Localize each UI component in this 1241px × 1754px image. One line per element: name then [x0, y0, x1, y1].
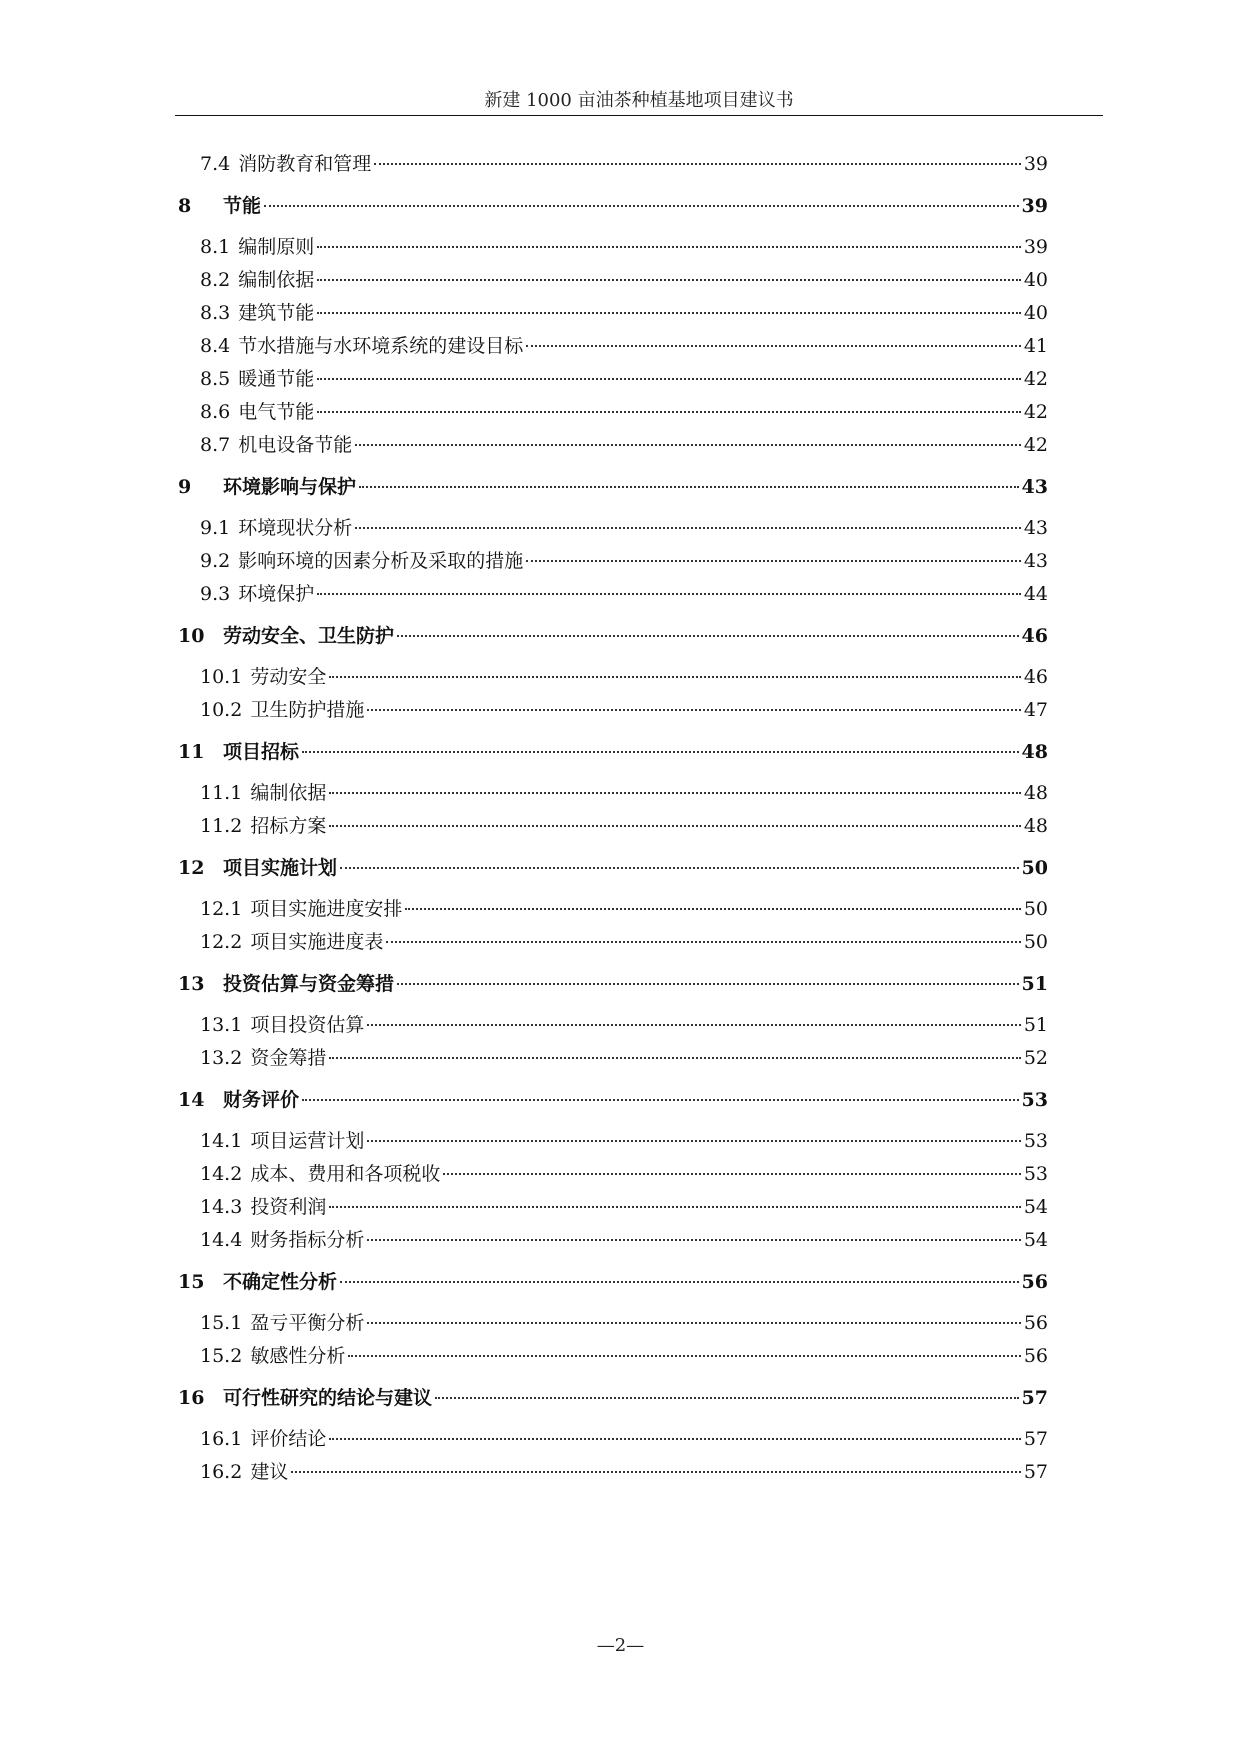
- toc-section-entry[interactable]: [178, 1340, 1048, 1373]
- toc-entry-page: 51: [1023, 1014, 1048, 1036]
- toc-section-entry[interactable]: [178, 297, 1048, 330]
- toc-dot-leader: [317, 246, 1021, 248]
- toc-section-entry[interactable]: [178, 545, 1048, 578]
- toc-entry-number: 14.2: [200, 1163, 243, 1185]
- toc-entry-title: 环境保护: [238, 583, 315, 605]
- toc-dot-leader: [367, 1239, 1020, 1241]
- toc-dot-leader: [302, 1099, 1019, 1101]
- toc-entry-title: 成本、费用和各项税收: [250, 1163, 441, 1185]
- toc-section-entry[interactable]: [178, 1009, 1048, 1042]
- toc-dot-leader: [329, 1438, 1020, 1440]
- toc-entry-title: 敏感性分析: [250, 1345, 346, 1367]
- toc-entry-title: 劳动安全、卫生防护: [223, 625, 395, 647]
- toc-entry-page: 46: [1023, 666, 1048, 688]
- toc-entry-title: 影响环境的因素分析及采取的措施: [238, 550, 524, 572]
- toc-entry-page: 43: [1023, 517, 1048, 539]
- toc-entry-number: 8.2: [200, 269, 231, 291]
- toc-dot-leader: [435, 1397, 1019, 1399]
- toc-dot-leader: [317, 378, 1021, 380]
- toc-dot-leader: [367, 1024, 1020, 1026]
- toc-entry-title: 招标方案: [250, 815, 327, 837]
- toc-chapter-entry[interactable]: [178, 465, 1048, 509]
- toc-entry-page: 56: [1021, 1271, 1048, 1293]
- toc-entry-page: 50: [1023, 898, 1048, 920]
- toc-entry-number: 12.1: [200, 898, 243, 920]
- toc-entry-page: 42: [1023, 434, 1048, 456]
- toc-entry-title: 不确定性分析: [223, 1271, 338, 1293]
- toc-entry-title: 项目招标: [223, 741, 300, 763]
- toc-section-entry[interactable]: [178, 512, 1048, 545]
- toc-entry-page: 43: [1021, 476, 1048, 498]
- toc-entry-page: 40: [1023, 302, 1048, 324]
- toc-entry-page: 42: [1023, 401, 1048, 423]
- toc-entry-title: 投资利润: [250, 1196, 327, 1218]
- toc-entry-title: 财务评价: [223, 1089, 300, 1111]
- toc-entry-number: 14: [178, 1089, 205, 1111]
- toc-section-entry[interactable]: [178, 661, 1048, 694]
- toc-entry-title: 项目运营计划: [250, 1130, 365, 1152]
- toc-dot-leader: [329, 676, 1020, 678]
- toc-section-entry[interactable]: [178, 810, 1048, 843]
- toc-dot-leader: [317, 593, 1021, 595]
- toc-section-entry[interactable]: [178, 1158, 1048, 1191]
- toc-entry-number: 9.1: [200, 517, 231, 539]
- toc-entry-number: 7.4: [200, 153, 231, 175]
- toc-dot-leader: [340, 1281, 1019, 1283]
- toc-entry-title: 项目实施计划: [223, 857, 338, 879]
- toc-chapter-entry[interactable]: [178, 1260, 1048, 1304]
- toc-dot-leader: [348, 1355, 1020, 1357]
- toc-dot-leader: [367, 1322, 1020, 1324]
- toc-entry-title: 卫生防护措施: [250, 699, 365, 721]
- table-of-contents: [178, 148, 1048, 1489]
- toc-dot-leader: [317, 411, 1021, 413]
- toc-entry-number: 15: [178, 1271, 205, 1293]
- toc-chapter-entry[interactable]: [178, 846, 1048, 890]
- toc-entry-number: 8.4: [200, 335, 231, 357]
- toc-dot-leader: [367, 709, 1020, 711]
- toc-entry-page: 48: [1023, 782, 1048, 804]
- toc-dot-leader: [329, 825, 1020, 827]
- toc-entry-title: 编制依据: [250, 782, 327, 804]
- toc-dot-leader: [329, 792, 1020, 794]
- header-rule: [175, 115, 1103, 116]
- toc-entry-page: 39: [1023, 153, 1048, 175]
- page-number: —2—: [596, 1635, 645, 1656]
- toc-entry-number: 12: [178, 857, 205, 879]
- toc-entry-page: 42: [1023, 368, 1048, 390]
- toc-section-entry[interactable]: [178, 1456, 1048, 1489]
- toc-entry-number: 8.1: [200, 236, 231, 258]
- toc-entry-page: 50: [1021, 857, 1048, 879]
- toc-chapter-entry[interactable]: [178, 1078, 1048, 1122]
- toc-dot-leader: [264, 205, 1019, 207]
- toc-entry-number: 8.5: [200, 368, 231, 390]
- toc-entry-page: 53: [1021, 1089, 1048, 1111]
- toc-dot-leader: [405, 908, 1020, 910]
- toc-section-entry[interactable]: [178, 1423, 1048, 1456]
- toc-entry-title: 资金筹措: [250, 1047, 327, 1069]
- toc-entry-page: 50: [1023, 931, 1048, 953]
- toc-entry-title: 建议: [250, 1461, 289, 1483]
- toc-dot-leader: [329, 1057, 1020, 1059]
- toc-section-entry[interactable]: [178, 694, 1048, 727]
- toc-entry-page: 48: [1023, 815, 1048, 837]
- toc-dot-leader: [355, 527, 1021, 529]
- toc-dot-leader: [359, 486, 1019, 488]
- toc-section-entry[interactable]: [178, 363, 1048, 396]
- toc-entry-number: 15.2: [200, 1345, 243, 1367]
- toc-entry-number: 11.1: [200, 782, 243, 804]
- toc-section-entry[interactable]: [178, 893, 1048, 926]
- toc-entry-page: 54: [1023, 1229, 1048, 1251]
- toc-section-entry[interactable]: [178, 1042, 1048, 1075]
- toc-section-entry[interactable]: [178, 148, 1048, 181]
- toc-dot-leader: [340, 867, 1019, 869]
- toc-entry-number: 16.2: [200, 1461, 243, 1483]
- toc-entry-number: 13: [178, 973, 205, 995]
- toc-entry-page: 47: [1023, 699, 1048, 721]
- toc-entry-page: 51: [1021, 973, 1048, 995]
- toc-dot-leader: [355, 444, 1021, 446]
- toc-entry-number: 13.2: [200, 1047, 243, 1069]
- toc-entry-page: 56: [1023, 1312, 1048, 1334]
- toc-entry-number: 10: [178, 625, 205, 647]
- toc-dot-leader: [397, 983, 1019, 985]
- toc-entry-page: 54: [1023, 1196, 1048, 1218]
- toc-entry-page: 57: [1021, 1387, 1048, 1409]
- toc-entry-title: 消防教育和管理: [238, 153, 372, 175]
- toc-dot-leader: [526, 560, 1021, 562]
- toc-entry-page: 57: [1023, 1461, 1048, 1483]
- toc-entry-number: 11: [178, 741, 205, 763]
- toc-entry-page: 53: [1023, 1130, 1048, 1152]
- toc-section-entry[interactable]: [178, 231, 1048, 264]
- toc-entry-number: 11.2: [200, 815, 243, 837]
- toc-chapter-entry[interactable]: [178, 184, 1048, 228]
- toc-entry-title: 编制依据: [238, 269, 315, 291]
- toc-section-entry[interactable]: [178, 1307, 1048, 1340]
- toc-entry-title: 财务指标分析: [250, 1229, 365, 1251]
- toc-dot-leader: [302, 751, 1019, 753]
- toc-entry-number: 9: [178, 476, 192, 498]
- toc-entry-title: 项目实施进度安排: [250, 898, 403, 920]
- toc-entry-number: 14.3: [200, 1196, 243, 1218]
- toc-section-entry[interactable]: [178, 926, 1048, 959]
- toc-entry-title: 暖通节能: [238, 368, 315, 390]
- toc-entry-number: 12.2: [200, 931, 243, 953]
- toc-entry-number: 10.1: [200, 666, 243, 688]
- toc-entry-number: 14.4: [200, 1229, 243, 1251]
- toc-entry-page: 40: [1023, 269, 1048, 291]
- toc-section-entry[interactable]: [178, 1224, 1048, 1257]
- toc-entry-number: 13.1: [200, 1014, 243, 1036]
- toc-entry-number: 10.2: [200, 699, 243, 721]
- toc-entry-page: 53: [1023, 1163, 1048, 1185]
- toc-entry-title: 机电设备节能: [238, 434, 353, 456]
- toc-section-entry[interactable]: [178, 396, 1048, 429]
- toc-entry-title: 项目实施进度表: [250, 931, 384, 953]
- toc-entry-page: 39: [1021, 195, 1048, 217]
- toc-entry-page: 56: [1023, 1345, 1048, 1367]
- toc-dot-leader: [367, 1140, 1020, 1142]
- toc-entry-page: 57: [1023, 1428, 1048, 1450]
- toc-entry-number: 9.3: [200, 583, 231, 605]
- toc-dot-leader: [443, 1173, 1020, 1175]
- toc-entry-number: 14.1: [200, 1130, 243, 1152]
- toc-section-entry[interactable]: [178, 330, 1048, 363]
- toc-dot-leader: [317, 312, 1021, 314]
- toc-chapter-entry[interactable]: [178, 730, 1048, 774]
- running-header: 新建 1000 亩油茶种植基地项目建议书: [484, 90, 794, 111]
- toc-section-entry[interactable]: [178, 429, 1048, 462]
- toc-entry-number: 8: [178, 195, 192, 217]
- toc-dot-leader: [329, 1206, 1020, 1208]
- toc-entry-page: 43: [1023, 550, 1048, 572]
- toc-entry-title: 环境影响与保护: [223, 476, 357, 498]
- toc-entry-number: 8.7: [200, 434, 231, 456]
- toc-entry-title: 可行性研究的结论与建议: [223, 1387, 433, 1409]
- toc-section-entry[interactable]: [178, 578, 1048, 611]
- toc-dot-leader: [317, 279, 1021, 281]
- toc-chapter-entry[interactable]: [178, 614, 1048, 658]
- toc-section-entry[interactable]: [178, 264, 1048, 297]
- toc-entry-page: 46: [1021, 625, 1048, 647]
- toc-entry-title: 评价结论: [250, 1428, 327, 1450]
- toc-dot-leader: [526, 345, 1021, 347]
- toc-entry-number: 8.3: [200, 302, 231, 324]
- toc-entry-page: 48: [1021, 741, 1048, 763]
- toc-entry-number: 9.2: [200, 550, 231, 572]
- toc-entry-page: 52: [1023, 1047, 1048, 1069]
- toc-entry-number: 16: [178, 1387, 205, 1409]
- toc-entry-number: 8.6: [200, 401, 231, 423]
- toc-dot-leader: [374, 163, 1021, 165]
- toc-entry-title: 节水措施与水环境系统的建设目标: [238, 335, 524, 357]
- toc-entry-page: 39: [1023, 236, 1048, 258]
- toc-section-entry[interactable]: [178, 777, 1048, 810]
- toc-entry-title: 电气节能: [238, 401, 315, 423]
- toc-entry-number: 15.1: [200, 1312, 243, 1334]
- toc-entry-title: 编制原则: [238, 236, 315, 258]
- toc-chapter-entry[interactable]: [178, 962, 1048, 1006]
- toc-entry-title: 投资估算与资金筹措: [223, 973, 395, 995]
- toc-entry-title: 环境现状分析: [238, 517, 353, 539]
- toc-entry-page: 41: [1023, 335, 1048, 357]
- toc-entry-number: 16.1: [200, 1428, 243, 1450]
- toc-dot-leader: [397, 635, 1019, 637]
- toc-entry-page: 44: [1023, 583, 1048, 605]
- toc-entry-title: 项目投资估算: [250, 1014, 365, 1036]
- toc-entry-title: 劳动安全: [250, 666, 327, 688]
- toc-chapter-entry[interactable]: [178, 1376, 1048, 1420]
- toc-entry-title: 建筑节能: [238, 302, 315, 324]
- toc-dot-leader: [291, 1471, 1020, 1473]
- toc-section-entry[interactable]: [178, 1191, 1048, 1224]
- toc-entry-title: 盈亏平衡分析: [250, 1312, 365, 1334]
- toc-section-entry[interactable]: [178, 1125, 1048, 1158]
- toc-dot-leader: [386, 941, 1020, 943]
- toc-entry-title: 节能: [223, 195, 262, 217]
